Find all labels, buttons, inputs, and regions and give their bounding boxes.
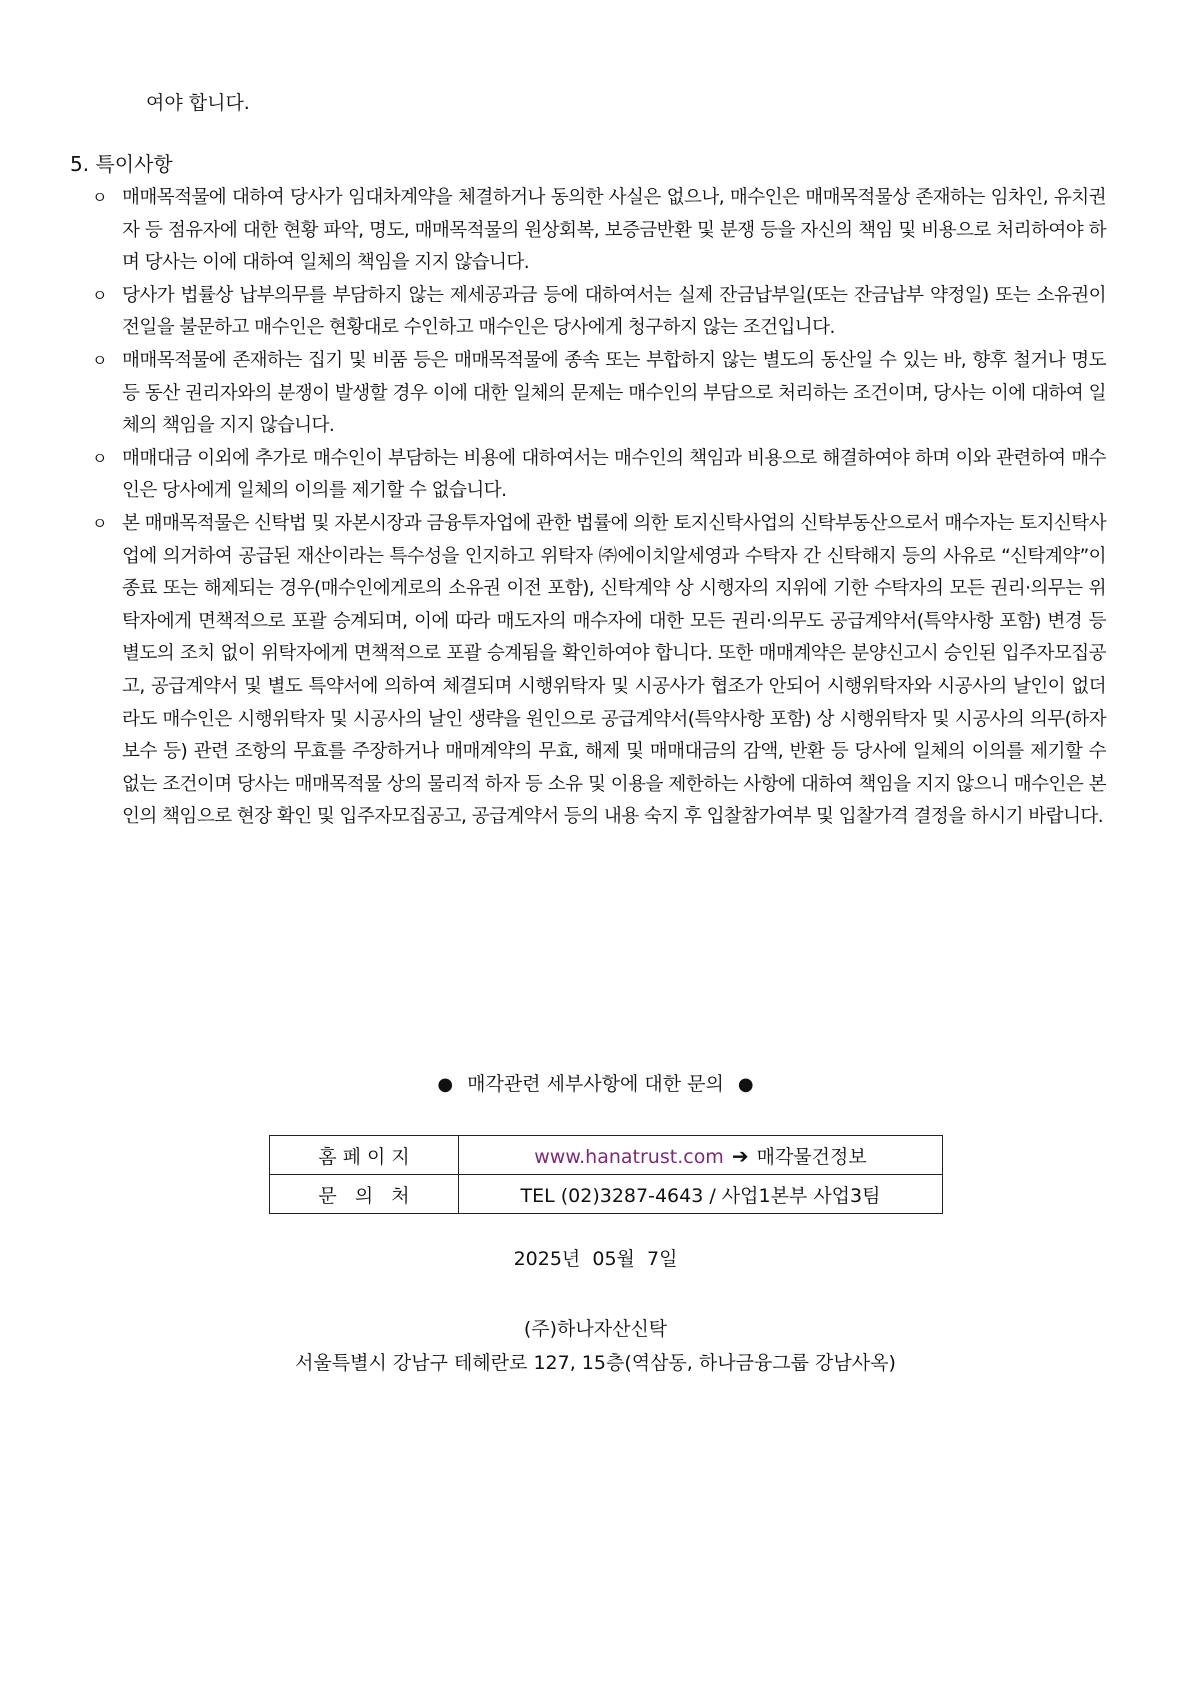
inquiry-value: TEL (02)3287-4643 / 사업1본부 사업3팀 xyxy=(459,1175,943,1214)
section-heading xyxy=(70,148,173,180)
company-name: (주)하나자산신탁 xyxy=(523,1318,668,1340)
bullet-icon: ㅇ xyxy=(92,350,107,370)
bullet-dot-icon: ● xyxy=(737,1074,754,1095)
bullet-icon: ㅇ xyxy=(92,448,107,468)
inquiry-label: 문 의 처 xyxy=(270,1175,459,1214)
list-item-text: 매매목적물에 존재하는 집기 및 비품 등은 매매목적물에 종속 또는 부합하지 않는 별도의 동산일 수 있는 바, 향후 철거나 명도 등 동산 권리자와의 분쟁이 발생할 경우 이에 대한 일체의 문제는 매수인의 부담으로 처리하는 조건이며, 당사는 이에 대하여 일체의 책임을 지지 않습니다. xyxy=(122,349,1106,437)
list-item xyxy=(92,280,1106,345)
list-item-text: 매매목적물에 대하여 당사가 임대차계약을 체결하거나 동의한 사실은 없으나, 매수인은 매매목적물상 존재하는 임차인, 유치권자 등 점유자에 대한 현황 파악, 명도, 매매목적물의 원상회복, 보증금반환 및 분쟁 등을 자신의 책임 및 비용으로 처리하여야 하며 당사는 이에 대하여 일체의 책임을 지지 않습니다. xyxy=(122,187,1106,274)
bullet-dot-icon: ● xyxy=(437,1074,454,1095)
homepage-menu-text: 매각물건정보 xyxy=(756,1145,867,1168)
homepage-link[interactable]: www.hanatrust.com xyxy=(534,1145,724,1168)
section-title: 특이사항 xyxy=(95,152,173,176)
list-item-text: 본 매매목적물은 신탁법 및 자본시장과 금융투자업에 관한 법률에 의한 토지신탁사업의 신탁부동산으로서 매수자는 토지신탁사업에 의거하여 공급된 재산이라는 특수성을 인지하고 위탁자 ㈜에이치알세영과 수탁자 간 신탁해지 등의 사유로 “신탁계약”이 종료 또는 해제되는 경우(매수인에게로의 소유권 이전 포함), 신탁계약 상 시행자의 지위에 기한 수탁자의 모든 권리·의무는 위탁자에게 면책적으로 포괄 승계되며, 이에 따라 매도자의 매수자에 대한 모든 권리·의무도 공급계약서(특약사항 포함) 변경 등 별도의 조치 없이 위탁자에게 면책적으로 포괄 승계됨을 확인하여야 합니다. 또한 매매계약은 분양신고시 승인된 입주자모집공고, 공급계약서 및 별도 특약서에 의하여 체결되며 시행위탁자 및 시공사가 협조가 안되어 시행위탁자와 시공사의 날인이 없더라도 매수인은 시행위탁자 및 시공사의 날인 생략을 원인으로 공급계약서(특약사항 포함) 상 시행위탁자 및 시공사의 의무(하자보수 등) 관련 조항의 무효를 주장하거나 매매계약의 무효, 해제 및 매매대금의 감액, 반환 등 당사에 일체의 이의를 제기할 수 없는 조건이며 당사는 매매목적물 상의 물리적 하자 등 소유 및 이용을 제한하는 사항에 대하여 책임을 지지 않으니 매수인은 본인의 책임으로 현장 확인 및 입주자모집공고, 공급계약서 등의 내용 숙지 후 입찰참가여부 및 입찰가격 결정을 하시기 바랍니다. xyxy=(122,512,1107,828)
company-address: 서울특별시 강남구 테헤란로 127, 15층(역삼동, 하나금융그룹 강남사옥) xyxy=(295,1352,896,1374)
arrow-right-icon: ➔ xyxy=(731,1143,749,1168)
list-item-text: 당사가 법률상 납부의무를 부담하지 않는 제세공과금 등에 대하여서는 실제 잔금납부일(또는 잔금납부 약정일) 또는 소유권이전일을 불문하고 매수인은 현황대로 수인하고 매수인은 당사에게 청구하지 않는 조건입니다. xyxy=(122,284,1106,339)
continuation-text: 여야 합니다. xyxy=(146,92,250,114)
contact-heading xyxy=(0,1068,1191,1101)
special-notes-list xyxy=(92,182,1106,834)
table-row xyxy=(270,1136,943,1175)
list-item xyxy=(92,508,1106,834)
homepage-label: 홈 페 이 지 xyxy=(270,1136,459,1175)
contact-table xyxy=(269,1135,943,1214)
list-item xyxy=(92,443,1106,508)
list-item xyxy=(92,182,1106,280)
contact-heading-text: 매각관련 세부사항에 대한 문의 xyxy=(467,1073,724,1095)
bullet-icon: ㅇ xyxy=(92,188,107,207)
list-item-text: 매매대금 이외에 추가로 매수인이 부담하는 비용에 대하여서는 매수인의 책임과 비용으로 해결하여야 하며 이와 관련하여 매수인은 당사에게 일체의 이의를 제기할 수 없습니다. xyxy=(122,447,1106,502)
bullet-icon: ㅇ xyxy=(92,285,107,305)
company-footer xyxy=(0,1312,1191,1380)
table-row xyxy=(270,1175,943,1214)
list-item xyxy=(92,345,1106,443)
bullet-icon: ㅇ xyxy=(92,513,107,533)
section-number: 5. xyxy=(70,152,90,176)
document-date: 2025년 05월 7일 xyxy=(513,1248,678,1270)
homepage-value xyxy=(459,1136,943,1175)
